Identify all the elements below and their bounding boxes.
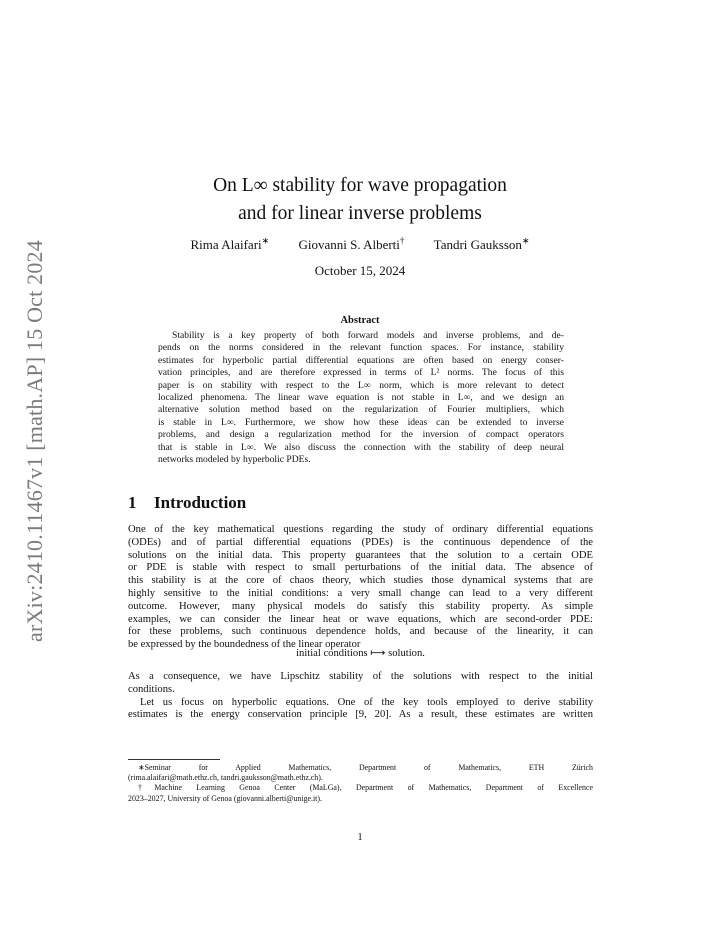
abstract-body — [158, 330, 564, 466]
section-heading — [128, 493, 246, 513]
footnote-line: †Machine Learning Genoa Center (MaLGa), Department of Mathematics, Department of Excellence — [138, 783, 593, 793]
display-equation: initial conditions ⟼ solution. — [296, 648, 425, 659]
text-line: for these problems, such continuous dependence holds, and because of the linearity, it can — [128, 626, 593, 638]
affiliation-mark: ∗ — [261, 236, 270, 246]
abstract-line: that is stable in L∞. We also discuss the connection with the stability of deep neural — [158, 441, 564, 453]
abstract-line: networks modeled by hyperbolic PDEs. — [158, 454, 311, 466]
text-line: solutions on the initial data. This property guarantees that the solution to a certain ODE — [128, 549, 593, 561]
abstract-line: problems, and design a regularization method for the inversion of compact operators — [158, 429, 564, 441]
title-line-1: On L∞ stability for wave propagation — [213, 175, 507, 196]
abstract-line: vation principles, and are therefore expressed in terms of L² norms. The focus of this — [158, 367, 564, 379]
abstract-line: alternative solution method based on the regularization of Fourier multipliers, which — [158, 404, 564, 416]
text-line: this stability is at the core of chaos theory, which studies those dynamical systems that are — [128, 575, 593, 587]
section-number: 1 — [128, 493, 137, 512]
text-line: or PDE is stable with respect to small perturbations of the initial data. The absence of — [128, 562, 593, 574]
abstract-line: is stable in L∞. Furthermore, we show how these ideas can be extended to inverse — [158, 416, 564, 428]
affiliation-mark: ∗ — [521, 236, 530, 246]
abstract-line: localized phenomena. The linear wave equation is not stable in L∞, and we design an — [158, 392, 564, 404]
section-title: Introduction — [154, 493, 247, 512]
footnote-line: 2023–2027, University of Genoa (giovanni.alberti@unige.it). — [128, 793, 322, 803]
author-list — [130, 236, 590, 253]
arxiv-identifier: arXiv:2410.11467v1 [math.AP] 15 Oct 2024 — [22, 240, 47, 642]
abstract-line: estimates for hyperbolic partial differential equations are often based on energy conser- — [158, 354, 564, 366]
intro-paragraph — [128, 524, 593, 652]
text-line: (ODEs) and of partial differential equations (PDEs) is the continuous dependence of the — [128, 536, 593, 548]
affiliation-mark: † — [399, 236, 405, 246]
abstract-heading: Abstract — [340, 315, 380, 326]
text-line: outcome. However, many physical models do satisfy this stability property. As simple — [128, 600, 593, 612]
title-line-2: and for linear inverse problems — [238, 203, 482, 224]
text-line: As a consequence, we have Lipschitz stability of the solutions with respect to the initial — [128, 671, 593, 682]
author: Tandri Gauksson∗ — [433, 236, 530, 253]
text-line: estimates is the energy conservation principle [9, 20]. As a result, these estimates are written — [128, 709, 593, 721]
text-line: examples, we can consider the linear heat or wave equations, which are second-order PDE: — [128, 613, 593, 625]
author: Rima Alaifari∗ — [190, 236, 270, 253]
footnotes — [128, 763, 593, 804]
text-line: highly sensitive to the initial conditions: a very small change can lead to a very different — [128, 587, 593, 599]
text-line: conditions. — [128, 683, 175, 695]
abstract-line: Stability is a key property of both forward models and inverse problems, and de- — [172, 330, 564, 341]
footnote-line: (rima.alaifari@math.ethz.ch, tandri.gauksson@math.ethz.ch). — [128, 773, 323, 783]
text-line: One of the key mathematical questions regarding the study of ordinary differential equations — [128, 524, 593, 535]
paper-title — [130, 172, 590, 228]
abstract-line: paper is on stability with respect to the L∞ norm, which is more relevant to detect — [158, 379, 564, 391]
paper-date: October 15, 2024 — [314, 263, 406, 278]
continuation-paragraph — [128, 671, 593, 722]
author: Giovanni S. Alberti† — [298, 236, 405, 253]
page-number: 1 — [357, 832, 363, 843]
text-line: Let us focus on hyperbolic equations. One of the key tools employed to derive stability — [140, 696, 593, 708]
text-line: be expressed by the boundedness of the linear operator — [128, 639, 361, 651]
footnote-line: ∗Seminar for Applied Mathematics, Department of Mathematics, ETH Zürich — [138, 763, 593, 772]
footnote-rule — [128, 759, 220, 760]
abstract-line: pends on the norms considered in the relevant function spaces. For instance, stability — [158, 342, 564, 354]
